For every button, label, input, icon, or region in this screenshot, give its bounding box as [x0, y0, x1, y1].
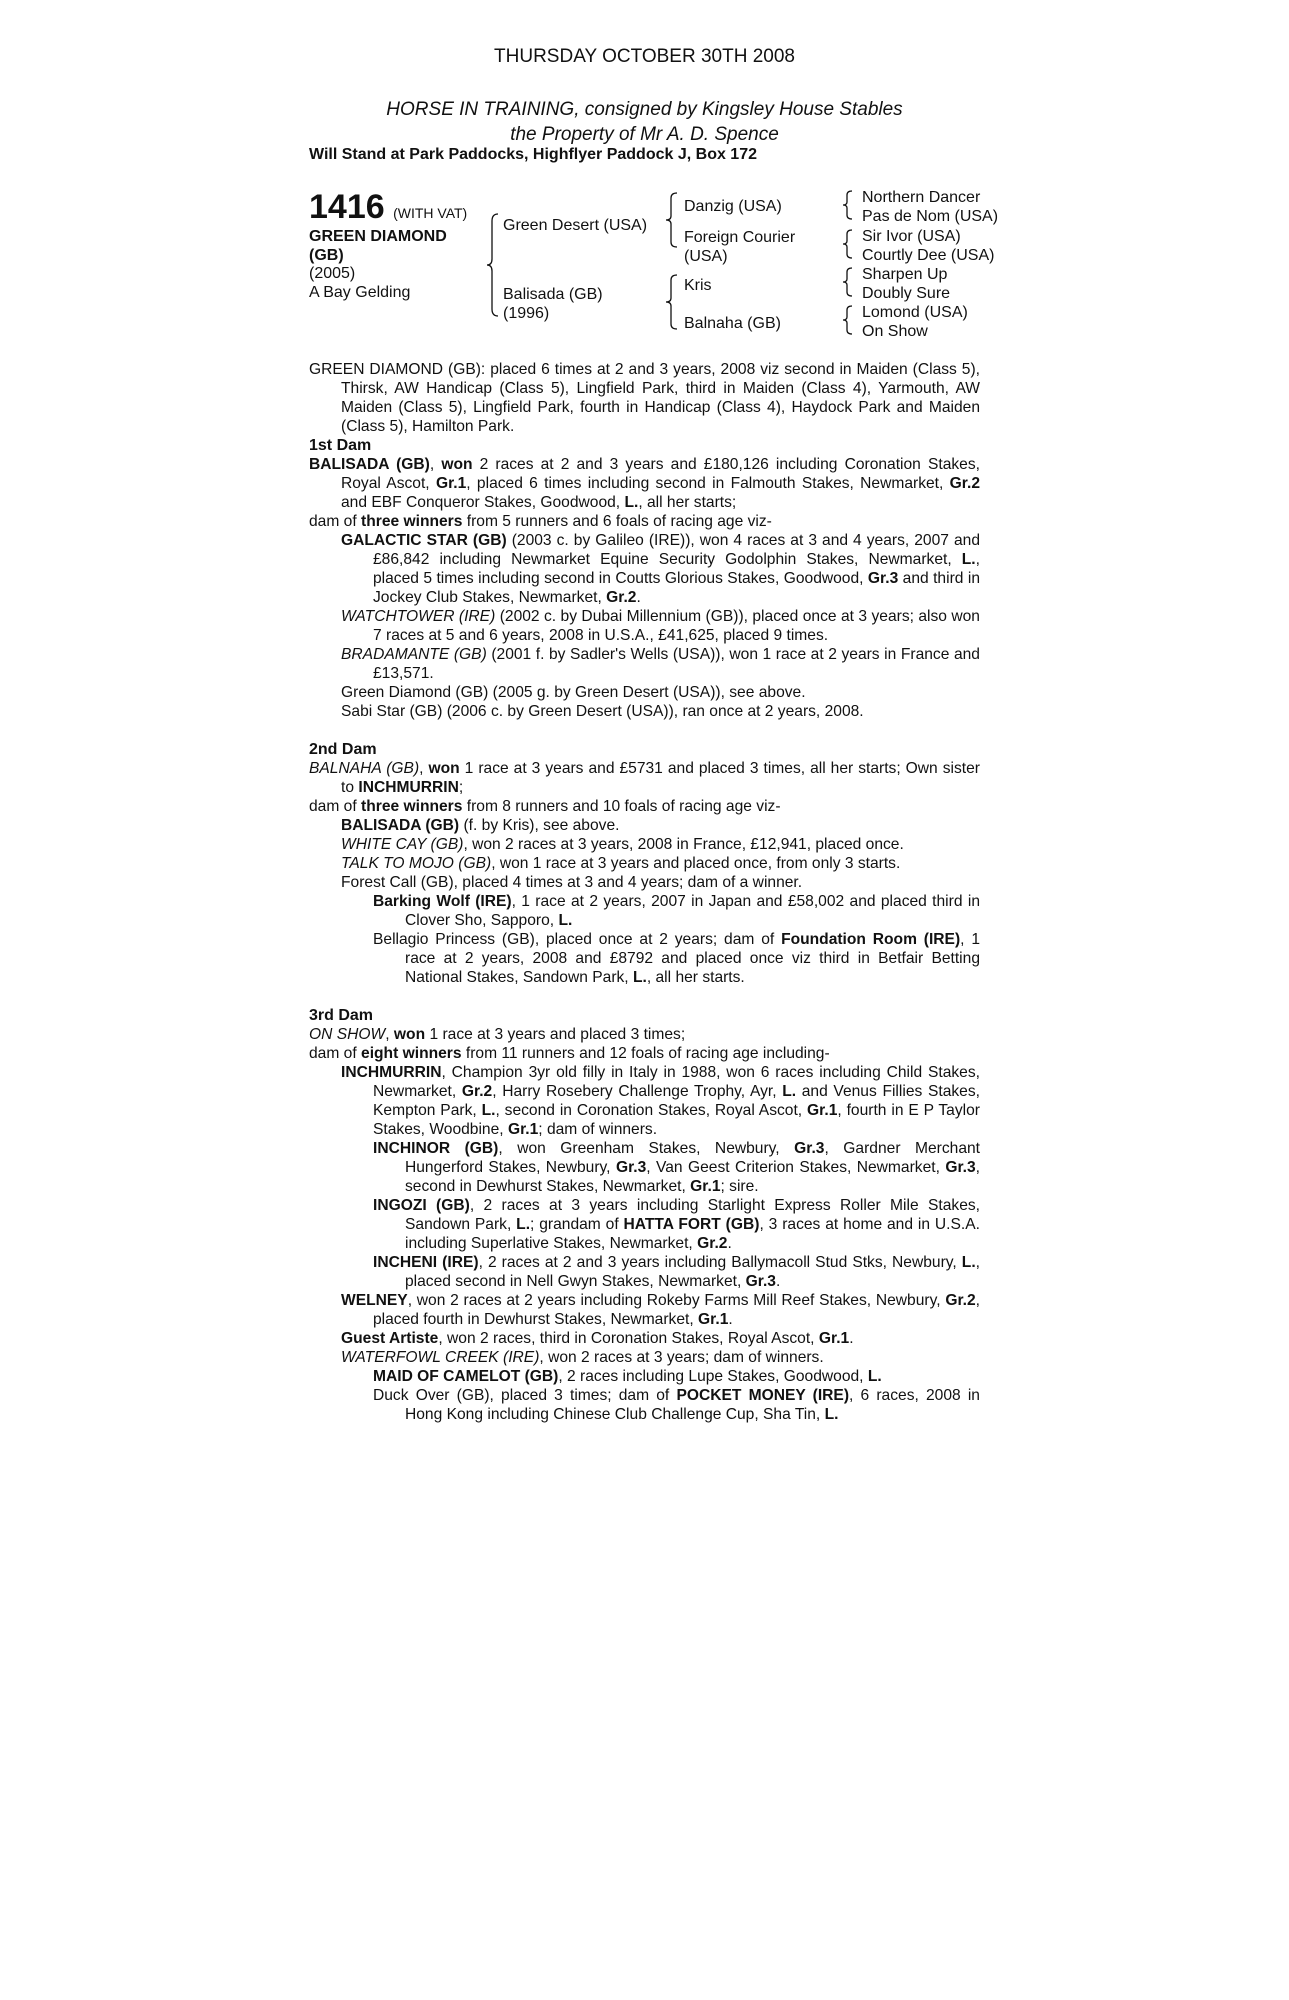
location-line: Will Stand at Park Paddocks, Highflyer Paddock J, Box 172 — [309, 146, 757, 163]
grade-tag: Gr.1 — [435, 475, 467, 492]
pedigree-g3-7: Lomond (USA) — [862, 304, 968, 321]
produce-name: WATCHTOWER (IRE) — [341, 608, 496, 625]
pedigree-dam-sire: Kris — [684, 277, 712, 294]
produce-guest-artiste — [341, 1329, 980, 1348]
produce-text: . — [849, 1330, 854, 1347]
first-dam-name: BALISADA (GB) — [309, 456, 430, 473]
first-dam-text: , placed 6 times including second in Falmouth Stakes, Newmarket, — [466, 475, 944, 492]
pedigree-bracket-main — [486, 213, 500, 317]
produce-name: WELNEY — [341, 1292, 408, 1309]
grade-tag: Gr.2 — [606, 589, 637, 606]
produce-text: , 3 races at home and in U.S.A. including Superlative Stakes, Newmarket, — [405, 1216, 980, 1252]
pedigree-bracket-sd — [842, 229, 854, 259]
pedigree-g3-2: Pas de Nom (USA) — [862, 208, 999, 225]
pedigree-bracket-ss — [842, 190, 854, 220]
produce-name: POCKET MONEY (IRE) — [676, 1387, 850, 1404]
produce-galactic-star — [341, 531, 980, 607]
produce-name: INCHENI (IRE) — [373, 1254, 479, 1271]
grade-tag: Gr.1 — [807, 1102, 838, 1119]
pedigree-bracket-dd — [842, 305, 854, 335]
horse-description: A Bay Gelding — [309, 284, 411, 301]
produce-text: (f. by Kris), see above. — [463, 817, 620, 834]
produce-white-cay — [341, 835, 980, 854]
produce-inchmurrin — [341, 1063, 980, 1139]
pedigree-g3-8: On Show — [862, 323, 928, 340]
second-dam-entry — [309, 759, 980, 797]
horse-name — [309, 227, 479, 265]
dam-sections — [309, 436, 980, 1424]
produce-ingozi — [373, 1196, 980, 1253]
listed-tag: L. — [867, 1368, 882, 1385]
produce-text: , Champion 3yr old filly in Italy in 1988, won 6 races including Child Stakes, Newmarket, — [373, 1064, 980, 1100]
produce-maid-of-camelot — [373, 1367, 980, 1386]
summary-text: dam of — [309, 513, 357, 530]
grade-tag: Gr.3 — [615, 1159, 647, 1176]
grade-tag: Gr.3 — [745, 1273, 776, 1290]
first-dam-text: , all her starts; — [638, 494, 737, 511]
produce-text: , Van Geest Criterion Stakes, Newmarket, — [646, 1159, 940, 1176]
grade-tag: Gr.1 — [698, 1311, 729, 1328]
pedigree-g3-4: Courtly Dee (USA) — [862, 247, 995, 264]
pedigree-g3-6: Doubly Sure — [862, 285, 951, 302]
produce-name: Guest Artiste — [341, 1330, 439, 1347]
produce-name: BALISADA (GB) — [341, 817, 460, 834]
produce-text: ; grandam of — [530, 1216, 619, 1233]
grade-tag: Gr.3 — [945, 1159, 976, 1176]
produce-name: TALK TO MOJO (GB) — [341, 855, 492, 872]
pedigree-dam-name: Balisada (GB) — [503, 286, 603, 303]
listed-tag: L. — [961, 1254, 976, 1271]
winners-count: three winners — [361, 513, 463, 530]
produce-name: Barking Wolf (IRE) — [373, 893, 512, 910]
produce-bradamante — [341, 645, 980, 683]
produce-waterfowl-creek — [341, 1348, 980, 1367]
produce-inchinor — [373, 1139, 980, 1196]
listed-tag: L. — [782, 1083, 797, 1100]
pedigree-g3-1: Northern Dancer — [862, 189, 981, 206]
grade-tag: Gr.3 — [867, 570, 899, 587]
listed-tag: L. — [632, 969, 647, 986]
third-dam-text: 1 race at 3 years and placed 3 times; — [429, 1026, 686, 1043]
section-heading-1st-dam: 1st Dam — [309, 437, 372, 454]
produce-welney — [341, 1291, 980, 1329]
pedigree-bracket-dam — [665, 274, 679, 330]
race-record-block — [309, 360, 980, 436]
listed-tag: L. — [516, 1216, 531, 1233]
produce-text: (2002 c. by Dubai Millennium (GB)), placed once at 3 years; also won 7 races at 5 and 6 years, 2008 in U.S.A., £41,625, placed 9 times. — [373, 608, 980, 644]
produce-text: , Harry Rosebery Challenge Trophy, Ayr, — [492, 1083, 777, 1100]
produce-name: Foundation Room (IRE) — [781, 931, 961, 948]
produce-text: , 2 races including Lupe Stakes, Goodwood, — [558, 1368, 864, 1385]
summary-text: from 5 runners and 6 foals of racing age viz- — [466, 513, 772, 530]
first-dam-entry: BALISADA (GB), won 2 races at 2 and 3 years and £180,126 including Coronation Stakes, Royal Ascot, Gr.1, placed 6 times including second in Falmouth Stakes, Newmarket, Gr.2 and EBF Conqueror Stakes, Goodwood, L., all her starts; — [309, 456, 981, 511]
sale-date: THURSDAY OCTOBER 30TH 2008 — [494, 46, 795, 67]
second-dam-text: 1 race at 3 years and £5731 and placed 3 times, all her starts; Own sister to — [341, 760, 980, 796]
horse-name-line-2: (GB) — [309, 247, 344, 264]
produce-name: GALACTIC STAR (GB) — [341, 532, 507, 549]
pedigree-sire-dam-line-2: (USA) — [684, 248, 728, 265]
produce-name: MAID OF CAMELOT (GB) — [373, 1368, 559, 1385]
produce-name: INGOZI (GB) — [373, 1197, 470, 1214]
produce-text: , 6 races, 2008 in Hong Kong including Chinese Club Challenge Cup, Sha Tin, — [405, 1387, 980, 1423]
produce-text: , won 2 races, third in Coronation Stakes, Royal Ascot, — [438, 1330, 815, 1347]
first-dam-produce-summary — [309, 512, 980, 531]
produce-balisada — [341, 816, 980, 835]
produce-text: , all her starts. — [646, 969, 745, 986]
produce-name: BRADAMANTE (GB) — [341, 646, 487, 663]
produce-text: , fourth in E P Taylor Stakes, Woodbine, — [373, 1102, 980, 1138]
produce-text: . — [727, 1235, 732, 1252]
pedigree-g3-3: Sir Ivor (USA) — [862, 228, 961, 245]
produce-text: ; sire. — [720, 1178, 759, 1195]
pedigree-dam-dam: Balnaha (GB) — [684, 315, 781, 332]
produce-text: , won 2 races at 3 years; dam of winners. — [539, 1349, 824, 1366]
produce-green-diamond: Green Diamond (GB) (2005 g. by Green Desert (USA)), see above. — [341, 684, 806, 701]
punctuation: , — [419, 760, 424, 777]
pedigree-sire-dam-line-1: Foreign Courier — [684, 229, 796, 246]
produce-name: WATERFOWL CREEK (IRE) — [341, 1349, 540, 1366]
produce-incheni — [373, 1253, 980, 1291]
produce-text: , 1 race at 2 years, 2007 in Japan and £58,002 and placed third in Clover Sho, Sapporo, — [405, 893, 980, 929]
first-dam-text: 2 races at 2 and 3 years and £180,126 including Coronation Stakes, Royal Ascot, — [341, 456, 980, 492]
summary-text: dam of — [309, 798, 357, 815]
pedigree-dam — [503, 285, 603, 323]
won-label: won — [393, 1026, 426, 1043]
produce-name: HATTA FORT (GB) — [623, 1216, 760, 1233]
produce-watchtower — [341, 607, 980, 645]
produce-text: , 2 races at 3 years including Starlight Express Roller Mile Stakes, Sandown Park, — [405, 1197, 981, 1233]
produce-text: and Venus Fillies Stakes, Kempton Park, — [373, 1083, 980, 1119]
produce-barking-wolf — [373, 892, 980, 930]
produce-name: INCHMURRIN — [341, 1064, 442, 1081]
horse-name-line-1: GREEN DIAMOND — [309, 228, 447, 245]
listed-tag: L. — [961, 551, 976, 568]
produce-duck-over — [373, 1386, 980, 1424]
third-dam-name: ON SHOW — [309, 1026, 386, 1043]
first-dam-text: and EBF Conqueror Stakes, Goodwood, — [341, 494, 621, 511]
produce-text: Duck Over (GB), placed 3 times; dam of — [373, 1387, 670, 1404]
produce-text: , placed fourth in Dewhurst Stakes, Newmarket, — [373, 1292, 980, 1328]
listed-tag: L. — [624, 494, 639, 511]
listed-tag: L. — [481, 1102, 496, 1119]
produce-text: , 1 race at 2 years, 2008 and £8792 and placed once viz third in Betfair Betting National Stakes, Sandown Park, — [405, 931, 980, 986]
grade-tag: Gr.3 — [794, 1140, 825, 1157]
pedigree-bracket-sire — [665, 192, 679, 248]
produce-text: and third in Jockey Club Stakes, Newmarket, — [373, 570, 980, 606]
produce-text: . — [728, 1311, 733, 1328]
grade-tag: Gr.2 — [945, 1292, 976, 1309]
pedigree-sire: Green Desert (USA) — [503, 217, 648, 234]
produce-text: , second in Dewhurst Stakes, Newmarket, — [405, 1159, 980, 1195]
won-label: won — [428, 760, 460, 777]
produce-text: , second in Coronation Stakes, Royal Ascot, — [495, 1102, 803, 1119]
produce-bellagio-princess — [373, 930, 980, 987]
pedigree-sire-dam — [684, 228, 795, 266]
summary-text: from 11 runners and 12 foals of racing age including- — [465, 1045, 830, 1062]
produce-forest-call: Forest Call (GB), placed 4 times at 3 and 4 years; dam of a winner. — [341, 874, 803, 891]
produce-text: , 2 races at 2 and 3 years including Ballymacoll Stud Stks, Newbury, — [478, 1254, 957, 1271]
produce-name: INCHINOR (GB) — [373, 1140, 499, 1157]
foaling-year: (2005) — [309, 265, 356, 282]
third-dam-produce-summary — [309, 1044, 980, 1063]
grade-tag: Gr.1 — [818, 1330, 850, 1347]
produce-text: , won 1 race at 3 years and placed once, from only 3 starts. — [491, 855, 901, 872]
lot-number: 1416 — [309, 188, 385, 226]
produce-talk-to-mojo — [341, 854, 980, 873]
produce-text: , Gardner Merchant Hungerford Stakes, Newbury, — [405, 1140, 980, 1176]
second-dam-name: BALNAHA (GB) — [309, 760, 420, 777]
produce-name: WHITE CAY (GB) — [341, 836, 464, 853]
pedigree-sire-sire: Danzig (USA) — [684, 198, 782, 215]
produce-text: , placed 5 times including second in Coutts Glorious Stakes, Goodwood, — [373, 551, 980, 587]
race-record: GREEN DIAMOND (GB): placed 6 times at 2 and 3 years, 2008 viz second in Maiden (Class 5), Thirsk, AW Handicap (Class 5), Lingfield Park, third in Maiden (Class 4), Yarmouth, AW Maiden (Class 5), Lingfield Park, fourth in Handicap (Class 4), Haydock Park and Maiden (Class 5), Hamilton Park. — [309, 361, 980, 435]
punctuation: ; — [458, 779, 464, 796]
vat-note: (WITH VAT) — [393, 205, 468, 221]
lot-heading — [309, 188, 467, 227]
listed-tag: L. — [824, 1406, 839, 1423]
grade-tag: Gr.2 — [697, 1235, 728, 1252]
third-dam-entry — [309, 1025, 980, 1044]
produce-text: , won 2 races at 2 years including Rokeby Farms Mill Reef Stakes, Newbury, — [407, 1292, 941, 1309]
owner-line: the Property of Mr A. D. Spence — [510, 124, 779, 145]
produce-text: ; dam of winners. — [538, 1121, 658, 1138]
produce-text: (2001 f. by Sadler's Wells (USA)), won 1 race at 2 years in France and £13,571. — [373, 646, 980, 682]
produce-text: (2003 c. by Galileo (IRE)), won 4 races at 3 and 4 years, 2007 and £86,842 including Newmarket Equine Security Godolphin Stakes, Newmarket, — [373, 532, 980, 568]
grade-tag: Gr.2 — [949, 475, 981, 492]
listed-tag: L. — [558, 912, 573, 929]
pedigree-g3-5: Sharpen Up — [862, 266, 948, 283]
punctuation: , — [385, 1026, 390, 1043]
winners-count: eight winners — [361, 1045, 462, 1062]
sibling-name: INCHMURRIN — [358, 779, 459, 796]
produce-text: , won Greenham Stakes, Newbury, — [498, 1140, 780, 1157]
produce-text: . — [636, 589, 641, 606]
pedigree-dam-year: (1996) — [503, 305, 550, 322]
winners-count: three winners — [361, 798, 463, 815]
produce-text: , placed second in Nell Gwyn Stakes, Newmarket, — [405, 1254, 980, 1290]
summary-text: from 8 runners and 10 foals of racing age viz- — [466, 798, 781, 815]
section-heading-2nd-dam: 2nd Dam — [309, 741, 377, 758]
consignor-line: HORSE IN TRAINING, consigned by Kingsley House Stables — [386, 99, 903, 120]
pedigree-bracket-ds — [842, 267, 854, 297]
section-heading-3rd-dam: 3rd Dam — [309, 1007, 374, 1024]
grade-tag: Gr.1 — [690, 1178, 721, 1195]
grade-tag: Gr.2 — [461, 1083, 493, 1100]
won-label: won — [441, 456, 473, 473]
summary-text: dam of — [309, 1045, 357, 1062]
produce-text: . — [775, 1273, 781, 1290]
second-dam-produce-summary — [309, 797, 980, 816]
produce-text: , won 2 races at 3 years, 2008 in France, £12,941, placed once. — [463, 836, 904, 853]
produce-text: Bellagio Princess (GB), placed once at 2 years; dam of — [373, 931, 775, 948]
grade-tag: Gr.1 — [507, 1121, 539, 1138]
produce-sabi-star: Sabi Star (GB) (2006 c. by Green Desert (USA)), ran once at 2 years, 2008. — [341, 703, 864, 720]
